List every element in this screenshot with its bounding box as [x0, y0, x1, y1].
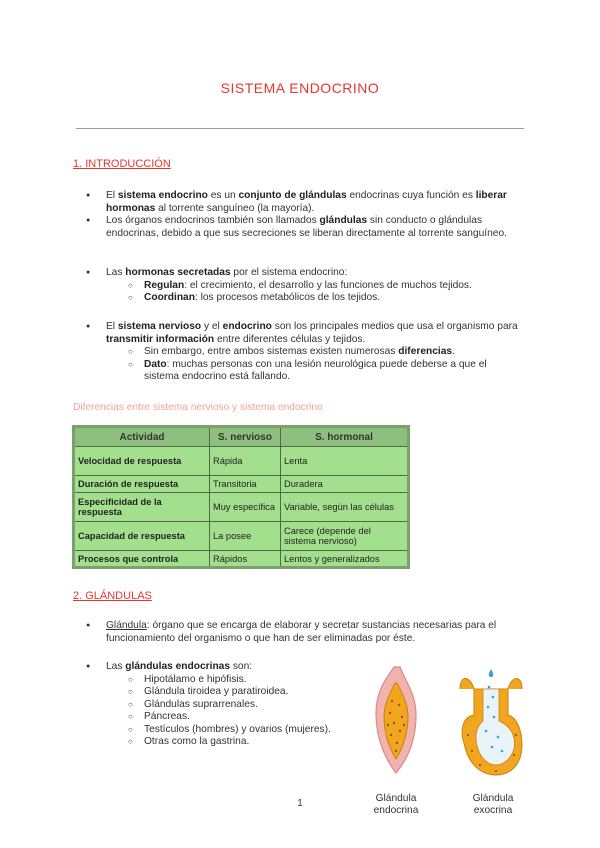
section-heading-introduccion: 1. INTRODUCCIÓN — [73, 158, 171, 170]
sub-list-item: ○ Glándula tiroidea y paratiroidea. — [106, 686, 524, 699]
table-cell: Carece (depende del sistema nervioso) — [281, 522, 409, 551]
list-item: ● Glándula: órgano que se encarga de elaborar y secretar sustancias necesarias para el funcionamiento del organismo o que han de ser eliminadas por éste. — [78, 620, 524, 645]
glands-illustration — [356, 665, 526, 785]
table-row — [74, 493, 409, 522]
sub-list-item: ○ Sin embargo, entre ambos sistemas existen numerosas diferencias. — [106, 346, 524, 359]
table-cell: Duradera — [281, 476, 409, 493]
table-cell: Variable, según las células — [281, 493, 409, 522]
table-cell: Lenta — [281, 447, 409, 476]
sub-list — [106, 346, 524, 384]
label-exocrine-gland: Glándula exocrina — [472, 793, 514, 816]
column-header: S. hormonal — [281, 427, 409, 447]
table-cell: Rápidos — [210, 551, 281, 568]
list-item: ● Las glándulas endocrinas son: ○ Hipotálamo e hipófisis. ○ Glándula tiroidea y paratiroidea. ○ Glándulas suprarrenales. ○ Páncreas. ○ Testículos (hombres) y ovarios (mujeres). ○ Otras como la gastrina. — [78, 661, 524, 749]
table-cell: Procesos que controla — [74, 551, 210, 568]
sub-list — [106, 280, 524, 305]
intro-list — [78, 190, 524, 240]
glands-figure — [356, 665, 526, 845]
table-cell: Duración de respuesta — [74, 476, 210, 493]
section-heading-glandulas: 2. GLÁNDULAS — [73, 590, 152, 602]
list-item: ● El sistema nervioso y el endocrino son los principales medios que usa el organismo para transmitir información entre diferentes células y tejidos. ○ Sin embargo, entre ambos sistemas existen numerosas diferencias. ○ Dato: muchas personas con una lesión neurológica puede deberse a que el sistema endocrino está fallando. — [78, 321, 524, 384]
table-cell: Velocidad de respuesta — [74, 447, 210, 476]
sub-list-item: ○ Regulan: el crecimiento, el desarrollo y las funciones de muchos tejidos. — [106, 280, 524, 293]
hormonas-list — [78, 267, 524, 305]
comparison-table — [72, 425, 410, 569]
table-cell: Capacidad de respuesta — [74, 522, 210, 551]
table-cell: Muy específica — [210, 493, 281, 522]
endocrine-gland-icon — [376, 667, 416, 773]
list-item: ● Los órganos endocrinos también son llamados glándulas sin conducto o glándulas endocrinas, debido a que sus secreciones se liberan directamente al torrente sanguíneo. — [78, 215, 524, 240]
table-cell: La posee — [210, 522, 281, 551]
sub-list-item: ○ Testículos (hombres) y ovarios (mujeres). — [106, 724, 524, 737]
table-row — [74, 476, 409, 493]
sistemas-list — [78, 321, 524, 384]
table-row — [74, 551, 409, 568]
table-header-row — [74, 427, 409, 447]
column-header: Actividad — [74, 427, 210, 447]
divider — [76, 128, 524, 129]
sub-list-item: ○ Hipotálamo e hipófisis. — [106, 674, 524, 687]
table-row — [74, 447, 409, 476]
sub-list-item: ○ Páncreas. — [106, 711, 524, 724]
table-row — [74, 522, 409, 551]
list-item: ● El sistema endocrino es un conjunto de glándulas endocrinas cuya función es liberar hormonas al torrente sanguíneo (la mayoría). — [78, 190, 524, 215]
sub-list-item: ○ Glándulas suprarrenales. — [106, 699, 524, 712]
glandula-definition-list — [78, 620, 524, 645]
sub-list-item: ○ Dato: muchas personas con una lesión neurológica puede deberse a que el sistema endocrino está fallando. — [106, 359, 524, 384]
table-cell: Rápida — [210, 447, 281, 476]
table-caption: Diferencias entre sistema nervioso y sistema endocrino — [73, 402, 323, 413]
sub-list-item: ○ Otras como la gastrina. — [106, 736, 524, 749]
sub-list-item: ○ Coordinan: los procesos metabólicos de los tejidos. — [106, 292, 524, 305]
label-endocrine-gland: Glándula endocrina — [373, 793, 419, 816]
table-cell: Lentos y generalizados — [281, 551, 409, 568]
table-cell: Transitoria — [210, 476, 281, 493]
page-number: 1 — [297, 798, 303, 809]
exocrine-gland-icon — [460, 669, 522, 775]
page-title: SISTEMA ENDOCRINO — [220, 80, 380, 96]
column-header: S. nervioso — [210, 427, 281, 447]
table-cell: Especificidad de la respuesta — [74, 493, 210, 522]
list-item: ● Las hormonas secretadas por el sistema endocrino: ○ Regulan: el crecimiento, el desarrollo y las funciones de muchos tejidos. ○ Coordinan: los procesos metabólicos de los tejidos. — [78, 267, 524, 305]
